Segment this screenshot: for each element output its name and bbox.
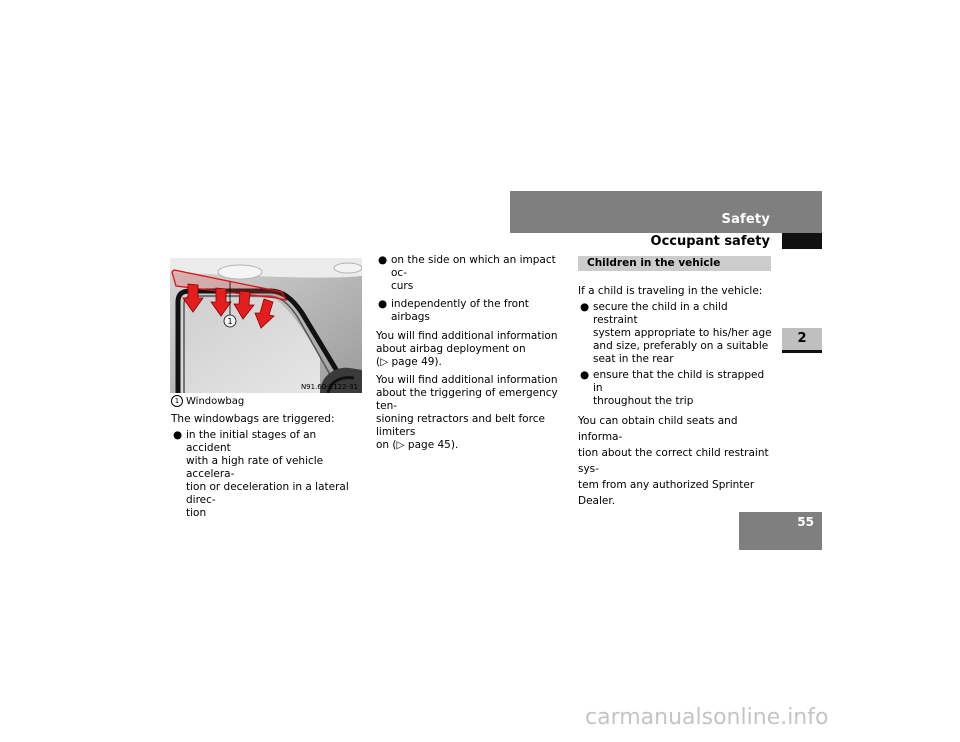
list-item: ● independently of the front airbags	[378, 298, 529, 323]
column-1	[171, 413, 361, 520]
chapter-title: Safety	[721, 212, 770, 227]
bullet-icon: ●	[580, 369, 590, 381]
list-item: ● ensure that the child is strapped in throughout the trip	[580, 369, 765, 407]
children-section-header: Children in the vehicle	[578, 256, 771, 271]
retractor-paragraph: You will find additional information about the triggering of emergency ten- sioning retractors and belt force limiters on (▷ page 45).	[376, 374, 558, 451]
child-seat-paragraph: You can obtain child seats and informa- tion about the correct child restraint sys- tem from any authorized Sprinter Dealer.	[578, 415, 769, 507]
column-2	[376, 254, 570, 452]
list-item: ● in the initial stages of an accident with a high rate of vehicle accelera- tion or deceleration in a lateral direc- tion	[173, 429, 349, 519]
windowbag-trigger-intro: The windowbags are triggered:	[171, 413, 335, 425]
bullet-icon: ●	[173, 429, 183, 441]
list-item: ● on the side on which an impact oc- curs	[378, 254, 556, 292]
section-marker	[782, 233, 822, 249]
column-3	[578, 285, 772, 509]
child-intro: If a child is traveling in the vehicle:	[578, 285, 763, 297]
watermark: carmanualsonline.info	[585, 705, 829, 730]
figure-code: N91.60-2122-31	[300, 383, 358, 391]
airbag-deployment-paragraph: You will find additional information about airbag deployment on (▷ page 49).	[376, 330, 558, 368]
bullet-icon: ●	[580, 301, 590, 313]
page-number: 55	[797, 515, 814, 529]
figure-caption	[171, 395, 244, 407]
windowbag-illustration	[170, 258, 362, 393]
list-item: ● secure the child in a child restraint system appropriate to his/her age and size, preferably on a suitable seat in the rear	[580, 301, 772, 365]
caption-number: 1	[171, 395, 183, 407]
chapter-tab-number: 2	[797, 331, 807, 346]
figure-callout: 1	[227, 317, 233, 326]
bullet-icon: ●	[378, 298, 388, 310]
bullet-icon: ●	[378, 254, 388, 266]
caption-text: Windowbag	[186, 396, 245, 407]
section-title: Occupant safety	[650, 234, 770, 249]
